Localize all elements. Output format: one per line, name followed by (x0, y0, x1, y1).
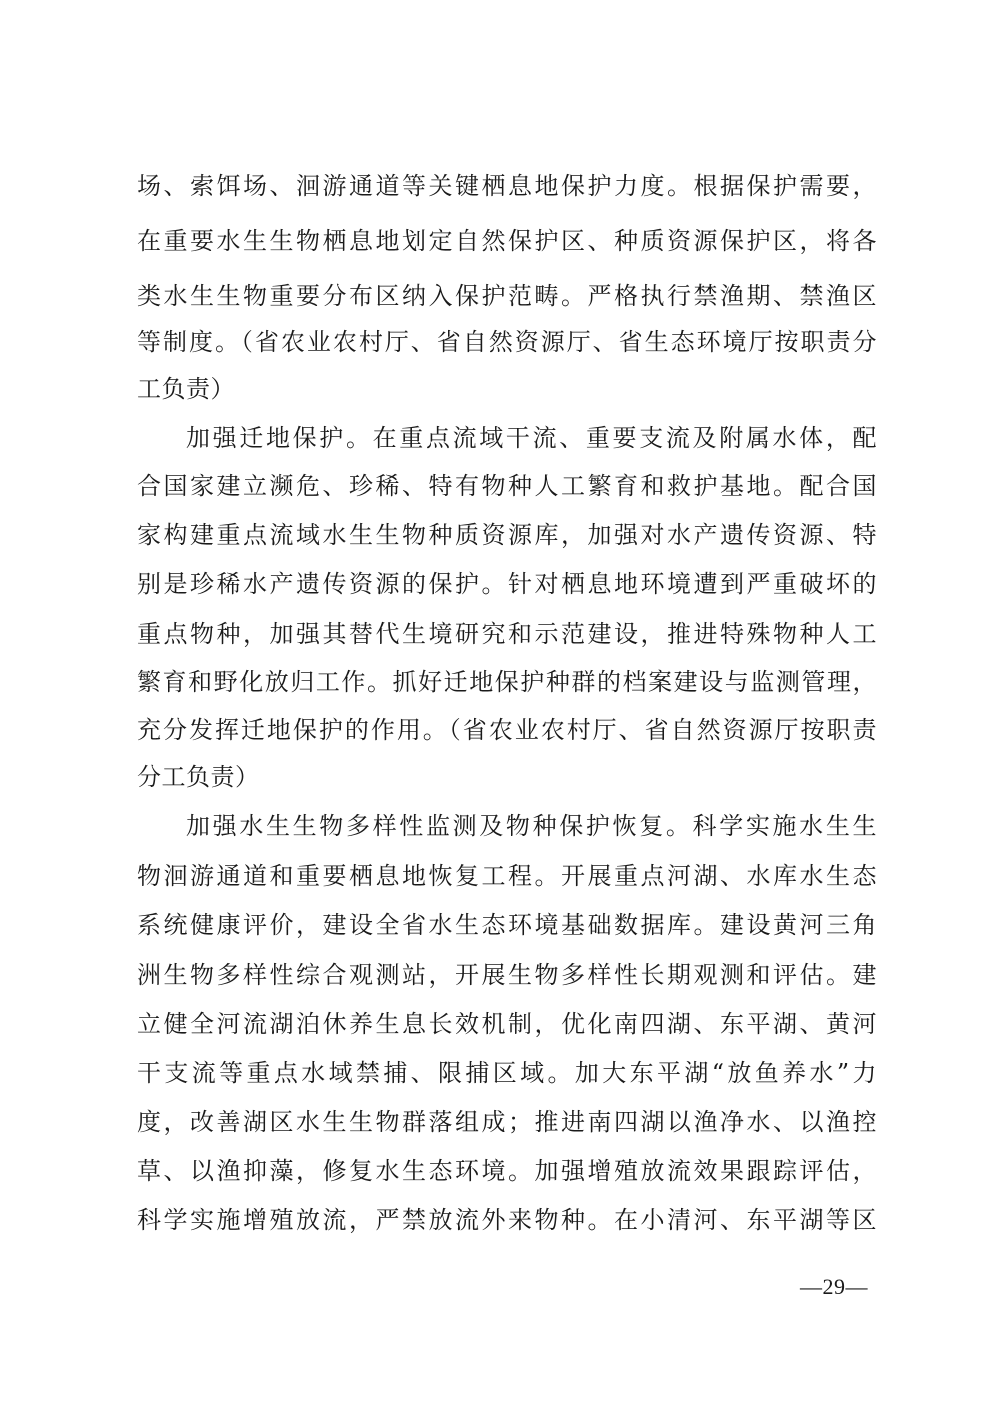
page-number: —29— (800, 1274, 868, 1299)
text-line: 充分发挥迁地保护的作用。（省农业农村厅、省自然资源厅按职责 (137, 716, 877, 744)
text-line: 分工负责） (137, 763, 260, 791)
text-line: 物洄游通道和重要栖息地恢复工程。开展重点河湖、水库水生态 (137, 862, 877, 890)
text-line: 科学实施增殖放流，严禁放流外来物种。在小清河、东平湖等区 (137, 1206, 877, 1234)
text-line: 别是珍稀水产遗传资源的保护。针对栖息地环境遭到严重破坏的 (137, 570, 877, 598)
text-line: 等制度。（省农业农村厅、省自然资源厅、省生态环境厅按职责分 (137, 328, 877, 356)
text-line: 加强迁地保护。在重点流域干流、重要支流及附属水体，配 (186, 424, 877, 452)
text-line: 立健全河流湖泊休养生息长效机制，优化南四湖、东平湖、黄河 (137, 1010, 877, 1038)
text-line: 草、以渔抑藻，修复水生态环境。加强增殖放流效果跟踪评估， (137, 1157, 877, 1185)
text-line: 繁育和野化放归工作。抓好迁地保护种群的档案建设与监测管理， (137, 668, 877, 696)
text-line: 度，改善湖区水生生物群落组成；推进南四湖以渔净水、以渔控 (137, 1108, 877, 1136)
text-line: 洲生物多样性综合观测站，开展生物多样性长期观测和评估。建 (137, 961, 877, 989)
text-line: 系统健康评价，建设全省水生态环境基础数据库。建设黄河三角 (137, 911, 877, 939)
text-line: 合国家建立濒危、珍稀、特有物种人工繁育和救护基地。配合国 (137, 472, 877, 500)
text-line: 类水生生物重要分布区纳入保护范畴。严格执行禁渔期、禁渔区 (137, 282, 877, 310)
text-line: 场、索饵场、洄游通道等关键栖息地保护力度。根据保护需要， (137, 172, 877, 200)
text-line: 重点物种，加强其替代生境研究和示范建设，推进特殊物种人工 (137, 620, 877, 648)
text-line: 工负责） (137, 375, 235, 403)
text-line: 在重要水生生物栖息地划定自然保护区、种质资源保护区，将各 (137, 227, 877, 255)
text-line: 家构建重点流域水生生物种质资源库，加强对水产遗传资源、特 (137, 521, 877, 549)
text-line: 干支流等重点水域禁捕、限捕区域。加大东平湖“放鱼养水”力 (137, 1059, 877, 1087)
text-line: 加强水生生物多样性监测及物种保护恢复。科学实施水生生 (186, 812, 877, 840)
